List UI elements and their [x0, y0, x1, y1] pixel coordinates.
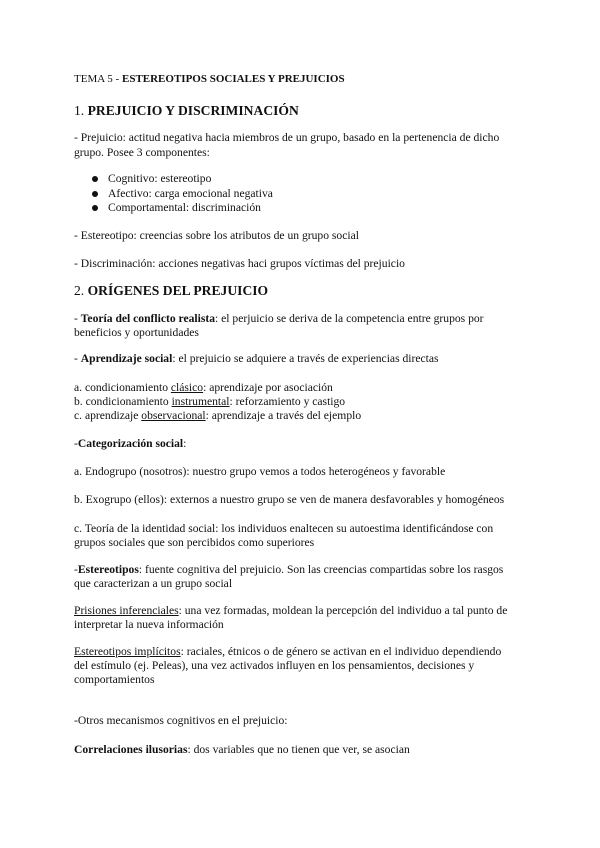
cond-a-prefix: a. condicionamiento	[74, 381, 171, 394]
conflicto-text-1: : el perjuicio se deriva de la competencia entre grupos por	[215, 312, 484, 325]
cond-b-term: instrumental	[171, 395, 230, 408]
exogrupo-item: b. Exogrupo (ellos): externos a nuestro grupo se ven de manera desfavorables y homogéneos	[74, 493, 505, 506]
condicionamiento-instrumental	[74, 395, 536, 410]
component-afectivo: Afectivo: carga emocional negativa	[108, 186, 273, 200]
title-main: ESTEREOTIPOS SOCIALES Y PREJUICIOS	[121, 73, 345, 85]
implicitos-term: Estereotipos implícitos	[74, 645, 181, 658]
section-1-heading	[74, 103, 536, 119]
component-cognitivo: Cognitivo: estereotipo	[108, 172, 212, 185]
section-1-number: 1.	[74, 103, 88, 118]
list-item	[92, 187, 536, 202]
cond-a-text: : aprendizaje por asociación	[203, 381, 333, 394]
estereotipos-term: Estereotipos	[77, 563, 139, 576]
section-2-heading	[74, 283, 536, 299]
cond-c-text: : aprendizaje a través del ejemplo	[205, 409, 362, 422]
identidad-social-line-2: grupos sociales que son percibidos como superiores	[74, 536, 315, 549]
component-comportamental: Comportamental: discriminación	[108, 201, 261, 214]
cond-b-prefix: b. condicionamiento	[74, 395, 172, 408]
estereotipos-text-1: : fuente cognitiva del prejuicio. Son las creencias compartidas sobre los rasgos	[138, 563, 504, 576]
prisiones-paragraph-line-2: interpretar la nueva información	[74, 618, 224, 631]
section-1-title: PREJUICIO Y DISCRIMINACIÓN	[87, 103, 299, 118]
condicionamiento-clasico	[74, 381, 536, 396]
categorizacion-term: Categorización social	[77, 437, 184, 450]
estereotipo-definition: - Estereotipo: creencias sobre los atributos de un grupo social	[74, 229, 359, 242]
aprendizaje-observacional	[74, 409, 536, 424]
bullet-icon	[92, 191, 98, 197]
document-title	[74, 72, 536, 87]
estereotipos-paragraph-line-1: -Estereotipos: fuente cognitiva del prejuicio. Son las creencias compartidas sobre los rasgos	[74, 563, 504, 576]
prisiones-paragraph-line-1	[74, 604, 536, 619]
aprendizaje-paragraph: - Aprendizaje social: el prejuicio se adquiere a través de experiencias directas	[74, 352, 439, 365]
categorizacion-heading: -Categorización social:	[74, 437, 187, 450]
title-prefix: TEMA 5 -	[74, 73, 122, 85]
conflicto-paragraph-line-1: - Teoría del conflicto realista: el perjuicio se deriva de la competencia entre grupos por	[74, 312, 484, 325]
section-2-number: 2.	[74, 283, 88, 298]
section-2-title: ORÍGENES DEL PREJUICIO	[87, 283, 269, 298]
conflicto-term: Teoría del conflicto realista	[80, 312, 216, 325]
discriminacion-definition: - Discriminación: acciones negativas haci grupos víctimas del prejuicio	[74, 257, 405, 270]
cond-b-text: : reforzamiento y castigo	[229, 395, 346, 408]
prejuicio-definition-line-2: grupo. Posee 3 componentes:	[74, 146, 210, 159]
prisiones-term: Prisiones inferenciales	[74, 604, 179, 617]
aprendizaje-term: Aprendizaje social	[80, 352, 173, 365]
list-item	[92, 201, 536, 216]
otros-mecanismos: -Otros mecanismos cognitivos en el prejuicio:	[74, 714, 288, 727]
estereotipos-paragraph-line-2: que caracterizan a un grupo social	[74, 577, 233, 590]
implicitos-paragraph-line-1	[74, 645, 536, 660]
endogrupo-item: a. Endogrupo (nosotros): nuestro grupo vemos a todos heterogéneos y favorable	[74, 465, 446, 478]
correlaciones-text: : dos variables que no tienen que ver, se asocian	[187, 743, 410, 756]
list-item	[92, 172, 536, 187]
prejuicio-definition-line-1: - Prejuicio: actitud negativa hacia miembros de un grupo, basado en la pertenencia de dicho	[74, 131, 500, 144]
correlaciones-paragraph	[74, 743, 536, 758]
cond-a-term: clásico	[170, 381, 204, 394]
correlaciones-term: Correlaciones ilusorias	[74, 743, 188, 756]
implicitos-paragraph-line-3: comportamientos	[74, 673, 155, 686]
identidad-social-line-1: c. Teoría de la identidad social: los individuos enaltecen su autoestima identificándose con	[74, 522, 494, 535]
bullet-icon	[92, 205, 98, 211]
components-list	[92, 172, 536, 216]
bullet-icon	[92, 176, 98, 182]
prisiones-text-1: : una vez formadas, moldean la percepción del individuo a tal punto de	[178, 604, 508, 617]
implicitos-paragraph-line-2: del estímulo (ej. Peleas), una vez activados influyen en los pensamientos, decisiones y	[74, 659, 475, 672]
aprendizaje-text: : el prejuicio se adquiere a través de experiencias directas	[172, 352, 439, 365]
cond-c-prefix: c. aprendizaje	[74, 409, 142, 422]
implicitos-text-1: : raciales, étnicos o de género se activan en el individuo dependiendo	[180, 645, 502, 658]
cond-c-term: observacional	[141, 409, 206, 422]
conflicto-paragraph-line-2: beneficios y oportunidades	[74, 326, 199, 339]
categorizacion-colon: :	[183, 437, 187, 450]
